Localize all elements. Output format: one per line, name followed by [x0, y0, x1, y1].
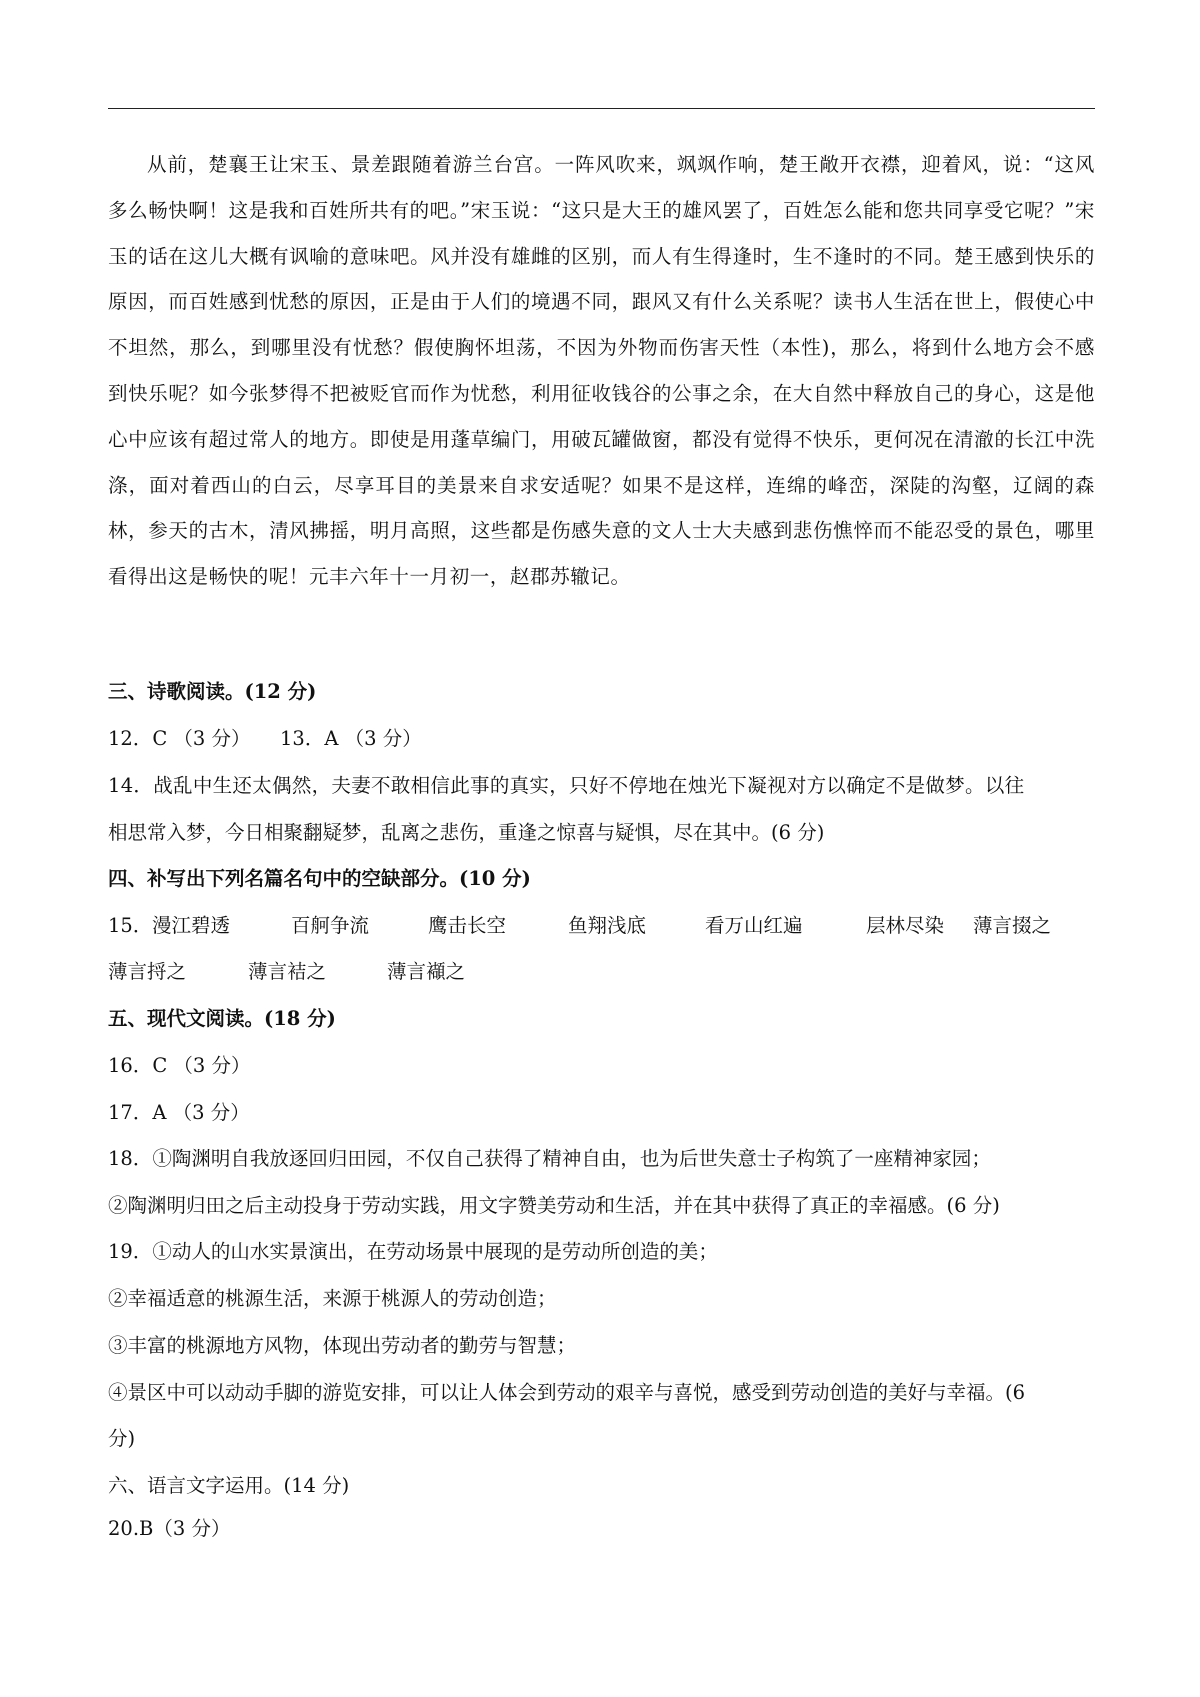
- answer-15-item: 漫江碧透: [152, 914, 231, 937]
- answer-15-item: 看万山红遍: [705, 914, 803, 937]
- answer-14-line-1: 14．战乱中生还太偶然，夫妻不敢相信此事的真实，只好不停地在烛光下凝视对方以确定不是做梦。以往: [108, 774, 1025, 797]
- answer-15-prefix: 15．: [108, 914, 153, 937]
- section-3-heading: 三、诗歌阅读。(12 分): [108, 680, 317, 703]
- answer-19-line-3: ③丰富的桃源地方风物，体现出劳动者的勤劳与智慧；: [108, 1334, 577, 1357]
- section-6-heading: 六、语言文字运用。(14 分): [108, 1474, 350, 1497]
- answer-17: 17．A （3 分）: [108, 1101, 250, 1124]
- answer-15-item: 薄言袺之: [248, 960, 327, 983]
- answer-15-item: 鹰击长空: [428, 914, 507, 937]
- translation-passage: 从前，楚襄王让宋玉、景差跟随着游兰台宫。一阵风吹来，飒飒作响，楚王敞开衣襟，迎着风，说：“这风多么畅快啊！这是我和百姓所共有的吧。”宋玉说：“这只是大王的雄风罢了，百姓怎么能和您共同享受它呢？”宋玉的话在这儿大概有讽喻的意味吧。风并没有雄雌的区别，而人有生得逢时，生不逢时的不同。楚王感到快乐的原因，而百姓感到忧愁的原因，正是由于人们的境遇不同，跟风又有什么关系呢？读书人生活在世上，假使心中不坦然，那么，到哪里没有忧愁？假使胸怀坦荡，不因为外物而伤害天性（本性)，那么，将到什么地方会不感到快乐呢？如今张梦得不把被贬官而作为忧愁，利用征收钱谷的公事之余，在大自然中释放自己的身心，这是他心中应该有超过常人的地方。即使是用蓬草编门，用破瓦罐做窗，都没有觉得不快乐，更何况在清澈的长江中洗涤，面对着西山的白云，尽享耳目的美景来自求安适呢？如果不是这样，连绵的峰峦，深陡的沟壑，辽阔的森林，参天的古木，清风拂摇，明月高照，这些都是伤感失意的文人士大夫感到悲伤憔悴而不能忍受的景色，哪里看得出这是畅快的呢！元丰六年十一月初一，赵郡苏辙记。: [108, 153, 1095, 589]
- answer-18-line-1: 18．①陶渊明自我放逐回归田园，不仅自己获得了精神自由，也为后世失意士子构筑了一座精神家园；: [108, 1147, 991, 1170]
- answer-19-line-4: ④景区中可以动动手脚的游览安排，可以让人体会到劳动的艰辛与喜悦，感受到劳动创造的美好与幸福。(6: [108, 1381, 1026, 1404]
- answer-15-item: 鱼翔浅底: [568, 914, 647, 937]
- answer-14-line-2: 相思常入梦，今日相聚翻疑梦，乱离之悲伤，重逢之惊喜与疑惧，尽在其中。(6 分): [108, 821, 825, 844]
- answer-15-item: 薄言襭之: [387, 960, 466, 983]
- answer-15-item: 薄言掇之: [973, 914, 1052, 937]
- answer-20: 20.B（3 分）: [108, 1517, 231, 1540]
- answer-16: 16．C （3 分）: [108, 1054, 251, 1077]
- section-4-heading: 四、补写出下列名篇名句中的空缺部分。(10 分): [108, 867, 531, 890]
- header-rule: [108, 108, 1095, 109]
- answer-19-line-5: 分): [108, 1427, 136, 1450]
- answer-12: 12．C （3 分）: [108, 727, 251, 750]
- answer-15-item: 薄言捋之: [108, 960, 187, 983]
- section-5-heading: 五、现代文阅读。(18 分): [108, 1007, 336, 1030]
- answer-18-line-2: ②陶渊明归田之后主动投身于劳动实践，用文字赞美劳动和生活，并在其中获得了真正的幸福感。(6 分): [108, 1194, 1000, 1217]
- answer-15-item: 百舸争流: [291, 914, 370, 937]
- answer-19-line-2: ②幸福适意的桃源生活，来源于桃源人的劳动创造；: [108, 1287, 557, 1310]
- answer-15-item: 层林尽染: [866, 914, 945, 937]
- answer-13: 13．A （3 分）: [280, 727, 422, 750]
- answer-19-line-1: 19．①动人的山水实景演出，在劳动场景中展现的是劳动所创造的美；: [108, 1240, 718, 1263]
